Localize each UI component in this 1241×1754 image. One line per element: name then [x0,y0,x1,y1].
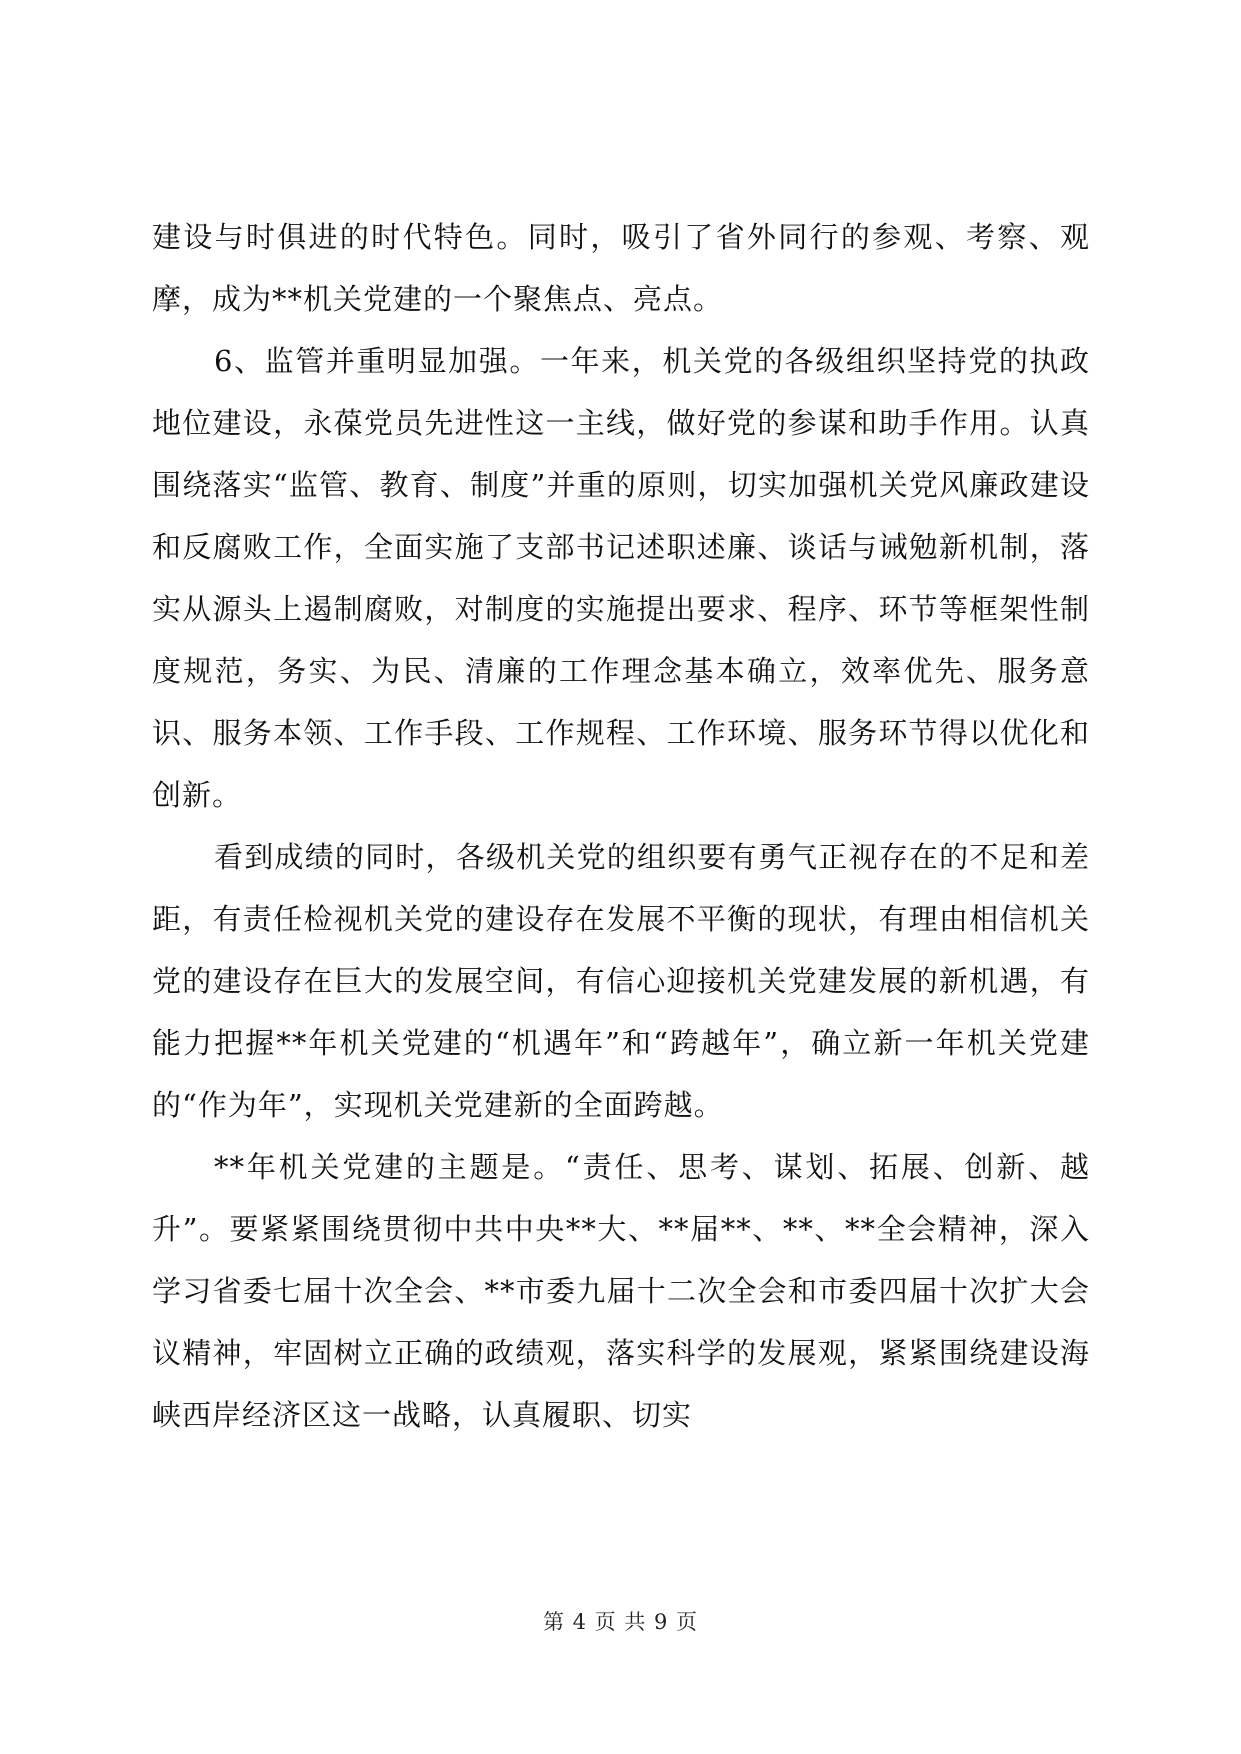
document-body [152,206,1090,1446]
page-number-footer: 第 4 页 共 9 页 [542,1610,699,1634]
paragraph-2: 6、监管并重明显加强。一年来，机关党的各级组织坚持党的执政地位建设，永葆党员先进性这一主线，做好党的参谋和助手作用。认真围绕落实“监管、教育、制度”并重的原则，切实加强机关党风廉政建设和反腐败工作，全面实施了支部书记述职述廉、谈话与诫勉新机制，落实从源头上遏制腐败，对制度的实施提出要求、程序、环节等框架性制度规范，务实、为民、清廉的工作理念基本确立，效率优先、服务意识、服务本领、工作手段、工作规程、工作环境、服务环节得以优化和创新。 [152,344,1090,812]
paragraph-3: 看到成绩的同时，各级机关党的组织要有勇气正视存在的不足和差距，有责任检视机关党的建设存在发展不平衡的现状，有理由相信机关党的建设存在巨大的发展空间，有信心迎接机关党建发展的新机遇，有能力把握**年机关党建的“机遇年”和“跨越年”，确立新一年机关党建的“作为年”，实现机关党建新的全面跨越。 [152,840,1090,1122]
paragraph-1: 建设与时俱进的时代特色。同时，吸引了省外同行的参观、考察、观摩，成为**机关党建的一个聚焦点、亮点。 [152,220,1090,316]
paragraph-4: **年机关党建的主题是。“责任、思考、谋划、拓展、创新、越升”。要紧紧围绕贯彻中共中央**大、**届**、**、**全会精神，深入学习省委七届十次全会、**市委九届十二次全会和市委四届十次扩大会议精神，牢固树立正确的政绩观，落实科学的发展观，紧紧围绕建设海峡西岸经济区这一战略，认真履职、切实 [152,1150,1090,1432]
